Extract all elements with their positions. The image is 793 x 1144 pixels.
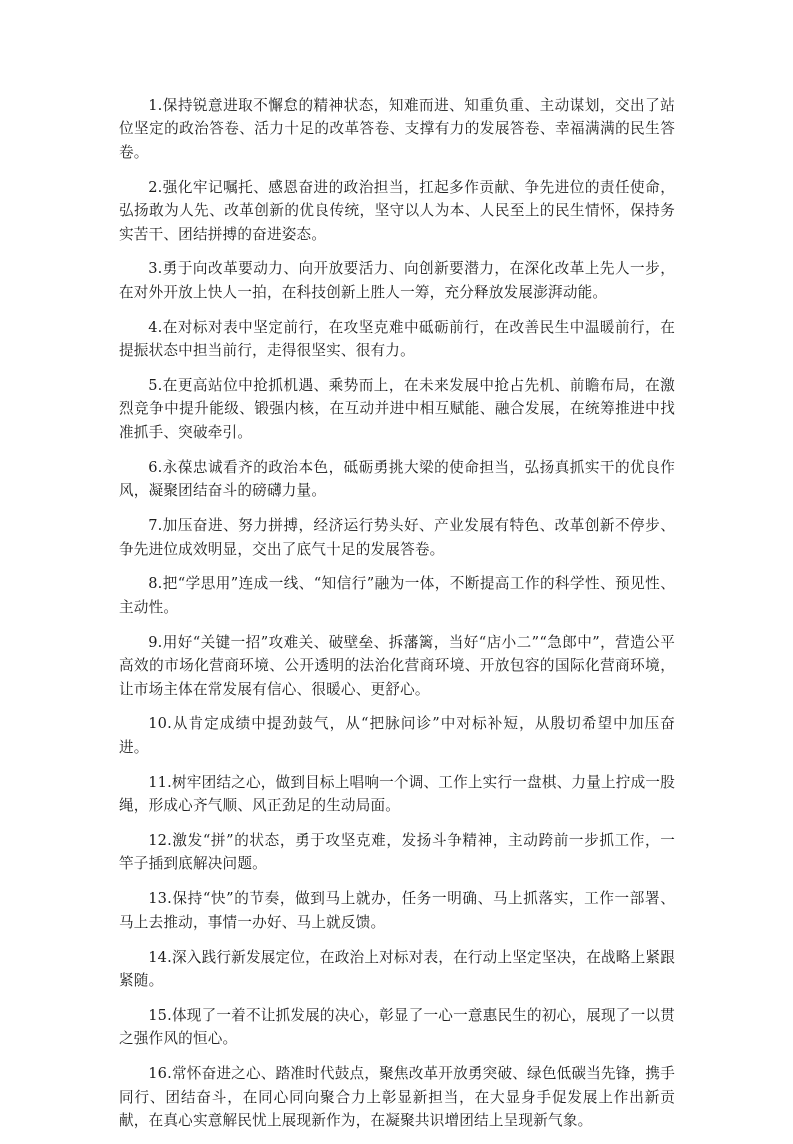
- paragraph-13: 13.保持“快”的节奏，做到马上就办，任务一明确、马上抓落实，工作一部署、马上去推动，事情一办好、马上就反馈。: [119, 890, 675, 931]
- paragraph-5: 5.在更高站位中抢抓机遇、乘势而上，在未来发展中抢占先机、前瞻布局，在激烈竞争中提升能级、锻强内核，在互动并进中相互赋能、融合发展，在统筹推进中找准抓手、突破牵引。: [119, 377, 675, 441]
- paragraph-8: 8.把“学思用”连成一线、“知信行”融为一体，不断提高工作的科学性、预见性、主动性。: [119, 575, 675, 616]
- paragraph-12: 12.激发“拼”的状态，勇于攻坚克难，发扬斗争精神，主动跨前一步抓工作，一竿子插到底解决问题。: [119, 832, 675, 873]
- paragraph-6: 6.永葆忠诚看齐的政治本色，砥砺勇挑大梁的使命担当，弘扬真抓实干的优良作风，凝聚团结奋斗的磅礴力量。: [119, 458, 675, 500]
- paragraph-16: 16.常怀奋进之心、踏准时代鼓点，聚焦改革开放勇突破、绿色低碳当先锋，携手同行、团结奋斗，在同心同向聚合力上彰显新担当，在大显身手促发展上作出新贡献，在真心实意解民忧上展现新作为，在凝聚共识增团结上呈现新气象。: [119, 1065, 675, 1130]
- document-body: [119, 94, 675, 1144]
- paragraph-2: 2.强化牢记嘱托、感恩奋进的政治担当，扛起多作贡献、争先进位的责任使命，弘扬敢为人先、改革创新的优良传统，坚守以人为本、人民至上的民生情怀，保持务实苦干、团结拼搏的奋进姿态。: [119, 178, 675, 243]
- paragraph-15: 15.体现了一着不让抓发展的决心，彰显了一心一意惠民生的初心，展现了一以贯之强作风的恒心。: [119, 1007, 675, 1048]
- paragraph-4: 4.在对标对表中坚定前行，在攻坚克难中砥砺前行，在改善民生中温暖前行，在提振状态中担当前行，走得很坚实、很有力。: [119, 318, 675, 360]
- paragraph-7: 7.加压奋进、努力拼搏，经济运行势头好、产业发展有特色、改革创新不停步、争先进位成效明显，交出了底气十足的发展答卷。: [119, 517, 675, 558]
- paragraph-14: 14.深入践行新发展定位，在政治上对标对表，在行动上坚定坚决，在战略上紧跟紧随。: [119, 948, 675, 990]
- paragraph-11: 11.树牢团结之心，做到目标上唱响一个调、工作上实行一盘棋、力量上拧成一股绳，形成心齐气顺、风正劲足的生动局面。: [119, 773, 675, 815]
- paragraph-9: 9.用好“关键一招”攻难关、破壁垒、拆藩篱，当好“店小二”“急郎中”，营造公平高效的市场化营商环境、公开透明的法治化营商环境、开放包容的国际化营商环境，让市场主体在常发展有信心、很暖心、更舒心。: [119, 633, 675, 698]
- paragraph-10: 10.从肯定成绩中提劲鼓气，从“把脉问诊”中对标补短，从殷切希望中加压奋进。: [119, 715, 675, 756]
- paragraph-3: 3.勇于向改革要动力、向开放要活力、向创新要潜力，在深化改革上先人一步，在对外开放上快人一拍，在科技创新上胜人一筹，充分释放发展澎湃动能。: [119, 260, 675, 301]
- paragraph-1: 1.保持锐意进取不懈怠的精神状态，知难而进、知重负重、主动谋划，交出了站位坚定的政治答卷、活力十足的改革答卷、支撑有力的发展答卷、幸福满满的民生答卷。: [119, 97, 675, 161]
